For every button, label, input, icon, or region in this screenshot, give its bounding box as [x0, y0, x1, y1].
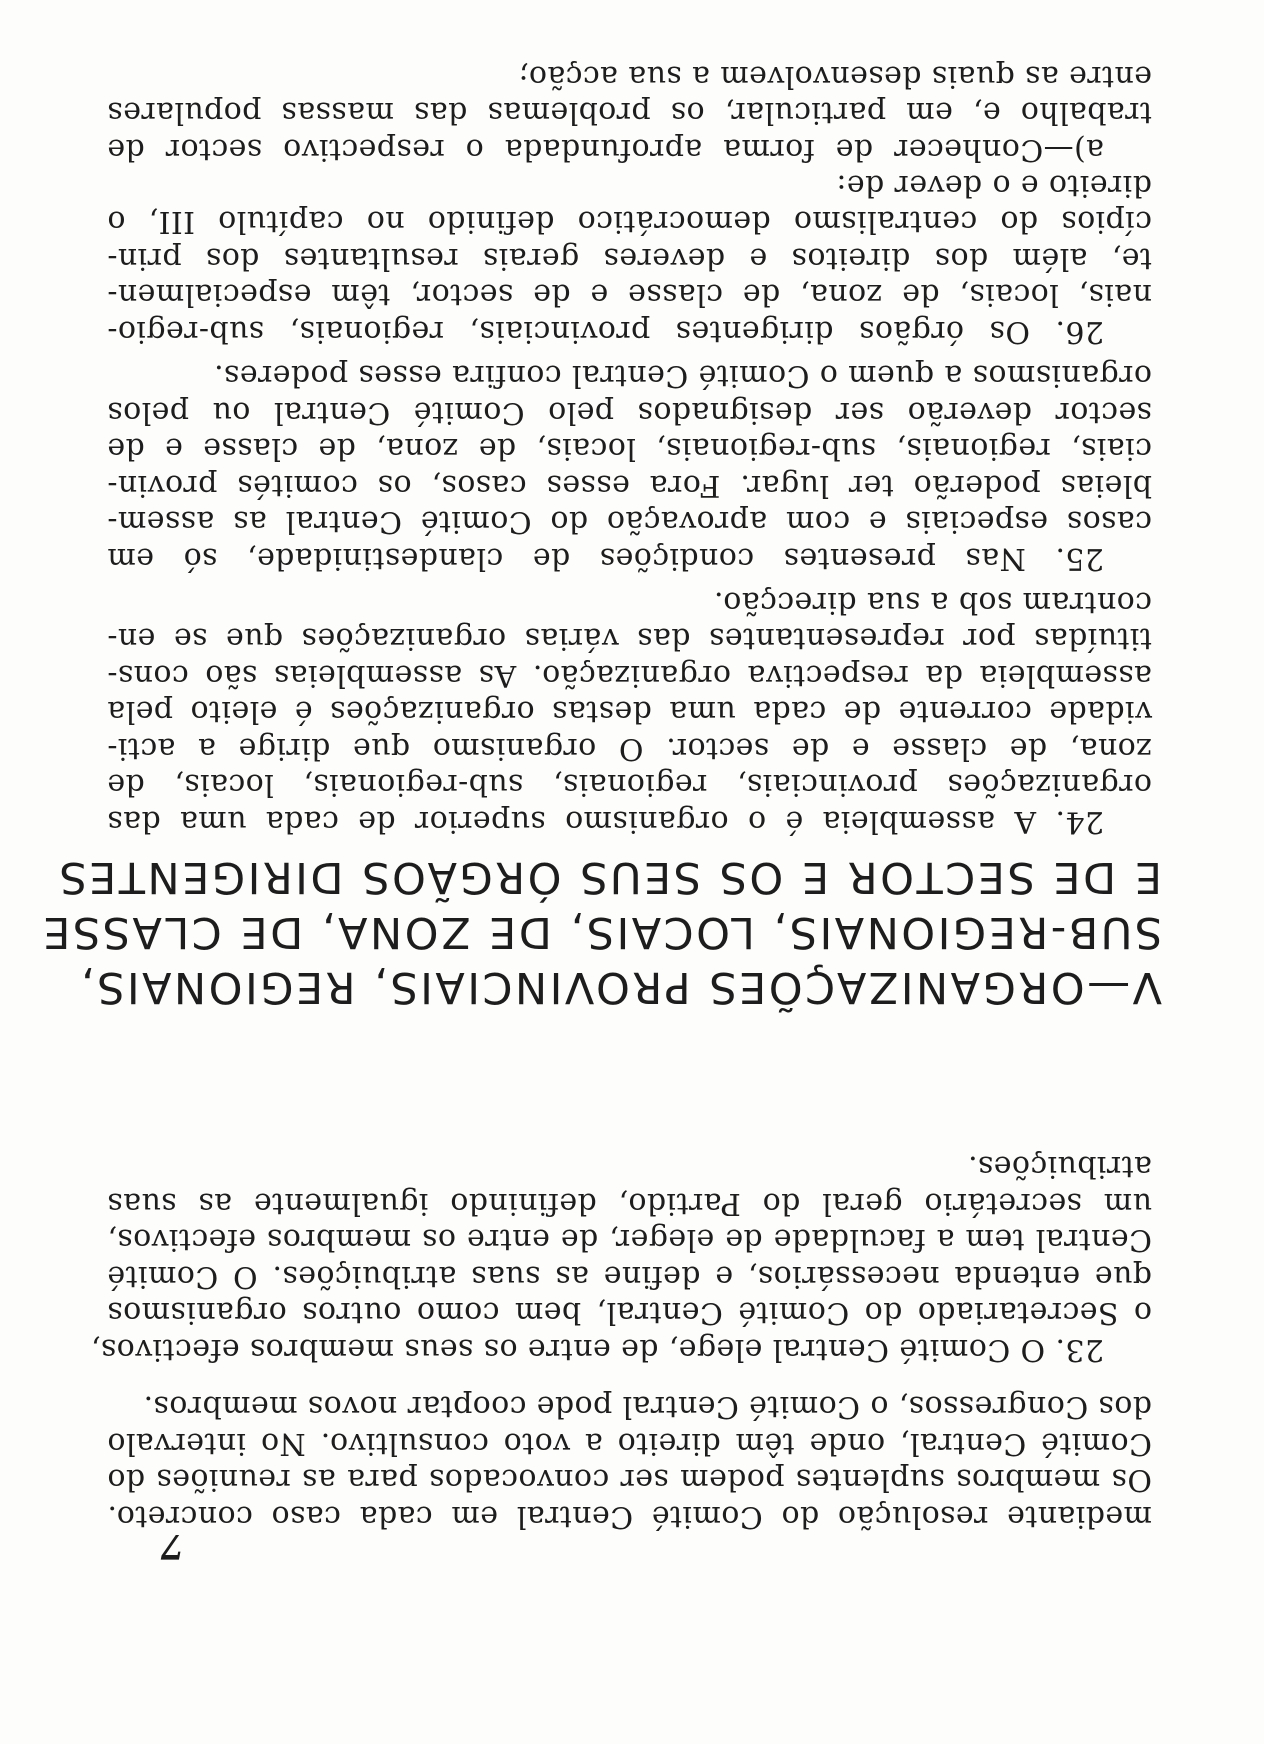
text-line: Os membros suplentes podem ser convocados para as reuniões do [107, 1462, 1152, 1498]
page-number: 7 [160, 1526, 184, 1566]
paragraph-26a [107, 58, 1152, 168]
section-heading [40, 849, 1162, 1014]
text-line: Comité Central, onde têm direito a voto consultivo. No intervalo [107, 1426, 1152, 1461]
text-line: a)—Conhecer de forma aprofundada o respectivo sector de [107, 132, 1104, 167]
text-line: vidade corrente de cada uma destas organizações é eleito pela [107, 694, 1152, 730]
paragraph-24 [107, 584, 1152, 840]
text-line: casos especiais e com aprovação do Comité Central as assem- [107, 504, 1152, 540]
text-line: tituídas por representantes das várias organizações que se en- [107, 621, 1152, 657]
heading-line: SUB-REGIONAIS, LOCAIS, DE ZONA, DE CLASSE [40, 907, 1162, 957]
text-line: 26. Os órgãos dirigentes provinciais, regionais, sub-regio- [107, 314, 1104, 349]
text-line: assembleia da respectiva organização. As assembleias são cons- [107, 658, 1152, 693]
text-line: um secretário geral do Partido, definindo igualmente as suas [107, 1186, 1152, 1221]
text-line: 23. O Comité Central elege, de entre os seus membros efectivos, [90, 1332, 1104, 1367]
text-line: Central tem a faculdade de eleger, de entre os membros efectivos, [107, 1222, 1152, 1258]
paragraph-23 [90, 1148, 1152, 1367]
text-line: cípios do centralismo democrático definido no capítulo III, o [107, 204, 1152, 240]
text-line: zona, de classe e de sector. O organismo que dirige a acti- [107, 731, 1152, 766]
text-line: mediante resolução do Comité Central em cada caso concreto. [107, 1499, 1152, 1534]
paragraph-26 [107, 167, 1152, 350]
text-line: entre as quais desenvolvem a sua acção; [518, 59, 1152, 94]
text-line: organizações provinciais, regionais, sub-regionais, locais, de [107, 767, 1152, 803]
text-line: contram sob a sua direcção. [713, 585, 1152, 620]
text-line: nais, locais, de zona, de classe e de sector, têm especialmen- [107, 277, 1152, 313]
text-line: direito e o dever de: [835, 168, 1152, 203]
text-line: que entenda necessários, e define as suas atribuições. O Comité [107, 1259, 1152, 1294]
heading-line: V—ORGANIZAÇÕES PROVINCIAIS, REGIONAIS, [78, 962, 1162, 1012]
text-line: trabalho e, em particular, os problemas das massas populares [107, 95, 1152, 131]
text-line: ciais, regionais, sub-regionais, locais, de zona, de classe e de [107, 431, 1152, 467]
text-line: dos Congressos, o Comité Central pode cooptar novos membros. [143, 1389, 1152, 1425]
text-line: 25. Nas presentes condições de clandestinidade, só em [107, 541, 1104, 576]
text-line: organismos a quem o Comité Central confira esses poderes. [213, 358, 1152, 394]
paragraph-25 [107, 357, 1152, 576]
text-line: o Secretariado do Comité Central, bem como outros organismos [107, 1295, 1152, 1331]
paragraph-continuation [107, 1388, 1152, 1534]
text-line: te, além dos direitos e deveres gerais resultantes dos prin- [107, 241, 1152, 276]
text-line: sector deverão ser designados pelo Comité Central ou pelos [107, 395, 1152, 430]
text-line: atribuições. [967, 1149, 1152, 1185]
heading-line: E DE SECTOR E OS SEUS ÓRGÃOS DIRIGENTES [56, 852, 1162, 902]
text-line: 24. A assembleia é o organismo superior de cada uma das [107, 804, 1104, 839]
text-line: bleias poderão ter lugar. Fora esses casos, os comités provin- [107, 468, 1152, 503]
